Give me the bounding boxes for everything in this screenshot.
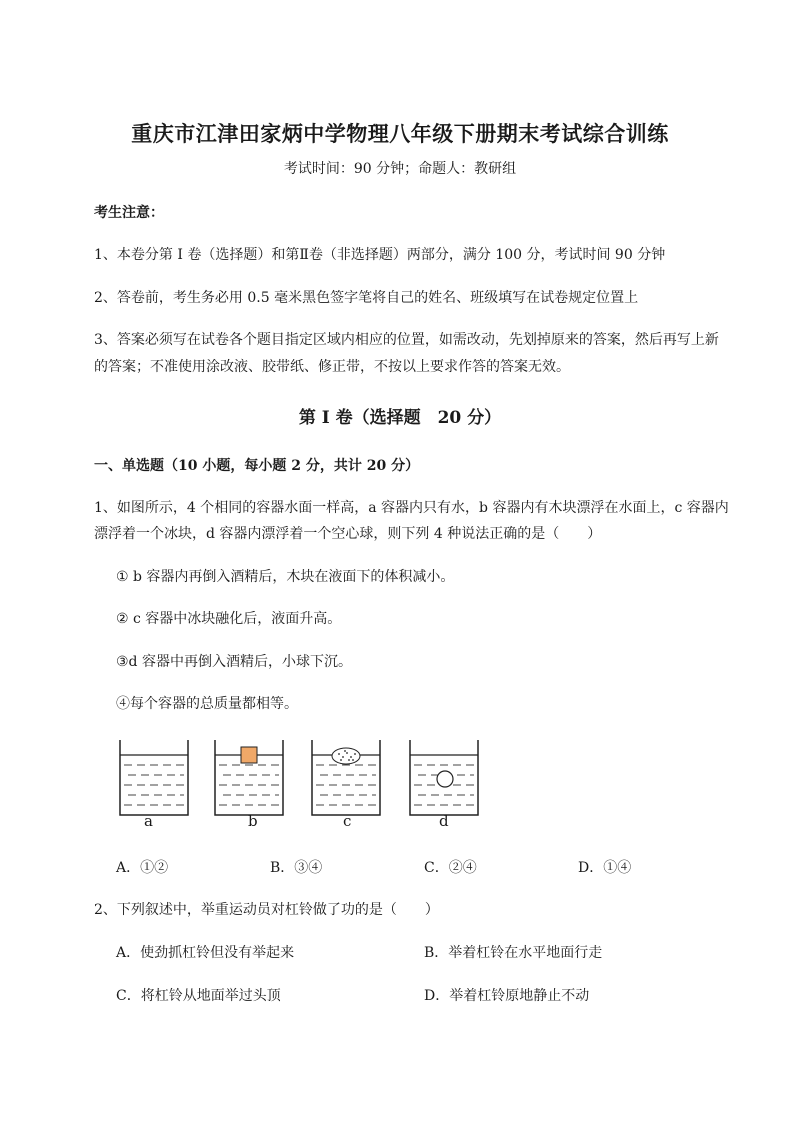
notice-heading: 考生注意： (94, 205, 164, 221)
question-1-statement: ④每个容器的总质量都相等。 (116, 696, 298, 712)
question-2-option-d[interactable]: D．举着杠铃原地静止不动 (424, 988, 590, 1004)
question-2-option-c[interactable]: C．将杠铃从地面举过头顶 (116, 988, 281, 1004)
wood-block (241, 747, 257, 763)
notice-item: 2、答卷前，考生务必用 0.5 毫米黑色签字笔将自己的姓名、班级填写在试卷规定位置上 (94, 290, 639, 306)
question-1-stem: 1、如图所示，4 个相同的容器水面一样高，a 容器内只有水，b 容器内有木块漂浮在水面上，c 容器内 (94, 500, 729, 516)
container-a (120, 740, 188, 815)
figure-label-b: b (248, 812, 258, 830)
notice-item: 1、本卷分第 I 卷（选择题）和第Ⅱ卷（非选择题）两部分，满分 100 分，考试时间 90 分钟 (94, 247, 666, 263)
question-2-option-a[interactable]: A．使劲抓杠铃但没有举起来 (116, 945, 295, 961)
part-heading: 一、单选题（10 小题，每小题 2 分，共计 20 分） (94, 458, 420, 474)
question-1-option-d[interactable]: D．①④ (578, 860, 632, 876)
question-1-statement: ③d 容器中再倒入酒精后，小球下沉。 (116, 654, 352, 670)
container-c (312, 740, 380, 815)
ice-block (332, 748, 360, 764)
figure-label-c: c (343, 812, 352, 830)
notice-item: 3、答案必须写在试卷各个题目指定区域内相应的位置，如需改动，先划掉原来的答案，然后再写上新 (94, 332, 719, 348)
container-d (410, 740, 478, 815)
page-title: 重庆市江津田家炳中学物理八年级下册期末考试综合训练 (131, 121, 669, 146)
question-1-stem: 漂浮着一个冰块，d 容器内漂浮着一个空心球，则下列 4 种说法正确的是（ ） (94, 526, 602, 542)
question-2-option-b[interactable]: B．举着杠铃在水平地面行走 (424, 945, 603, 961)
exam-subtitle: 考试时间：90 分钟；命题人：教研组 (283, 161, 517, 177)
question-1-option-a[interactable]: A．①② (116, 860, 169, 876)
question-1-statement: ② c 容器中冰块融化后，液面升高。 (116, 611, 342, 627)
figure-label-a: a (144, 812, 153, 830)
question-2-stem: 2、下列叙述中，举重运动员对杠铃做了功的是（ ） (94, 902, 439, 918)
question-1-statement: ① b 容器内再倒入酒精后，木块在液面下的体积减小。 (116, 569, 455, 585)
question-1-option-b[interactable]: B．③④ (270, 860, 323, 876)
question-1-option-c[interactable]: C．②④ (424, 860, 477, 876)
notice-item: 的答案；不准使用涂改液、胶带纸、修正带，不按以上要求作答的答案无效。 (94, 359, 570, 375)
section-title: 第 I 卷（选择题 20 分） (298, 408, 502, 428)
figure-label-d: d (439, 812, 449, 830)
container-b (215, 740, 283, 815)
hollow-ball (437, 771, 453, 787)
